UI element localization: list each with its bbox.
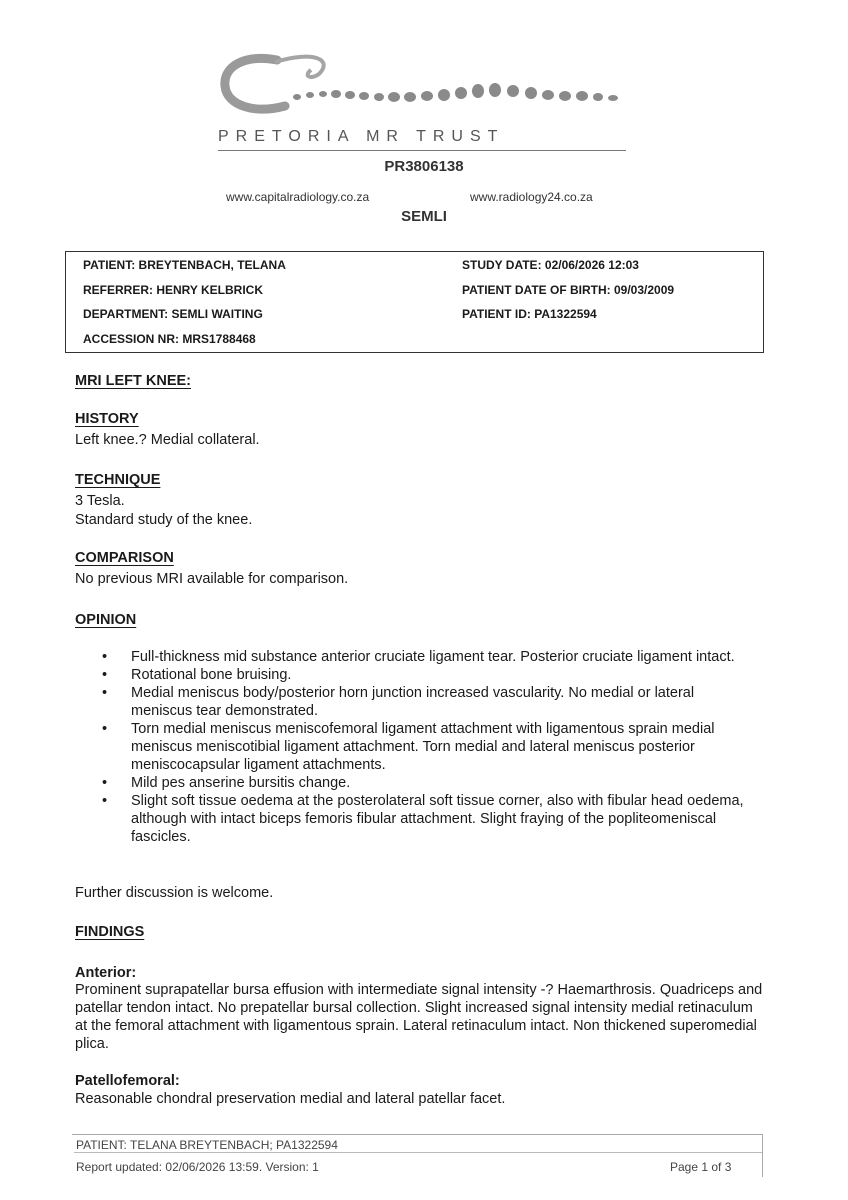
opinion-list: [75, 648, 755, 846]
study-date: STUDY DATE: 02/06/2026 12:03: [462, 258, 639, 272]
department: DEPARTMENT: SEMLI WAITING: [83, 307, 263, 321]
list-item: • Medial meniscus body/posterior horn junction increased vascularity. No medial or lateral meniscus tear demonstrated.: [102, 685, 695, 719]
anterior-text: Prominent suprapatellar bursa effusion with intermediate signal intensity -? Haemarthrosis. Quadriceps and patellar tendon intact. No prepatellar bursal collection. Slight increased signal intensity medial retinaculum at the femoral attachment with ligamentous sprain. Lateral retinaculum intact. Non thickened superomedial plica.: [75, 982, 763, 1052]
page-number: Page 1 of 3: [670, 1160, 732, 1174]
comparison-text: No previous MRI available for comparison.: [75, 571, 349, 587]
footer-updated: Report updated: 02/06/2026 13:59. Version: 1: [76, 1160, 319, 1174]
site-name: SEMLI: [401, 208, 447, 225]
list-item-text: Rotational bone bruising.: [131, 667, 292, 683]
footer-patient: PATIENT: TELANA BREYTENBACH; PA1322594: [76, 1138, 338, 1152]
technique-heading: TECHNIQUE: [75, 472, 161, 488]
list-item-text: Full-thickness mid substance anterior cruciate ligament tear. Posterior cruciate ligament intact.: [131, 649, 735, 665]
anterior-heading: Anterior:: [75, 965, 137, 981]
further-discussion: Further discussion is welcome.: [75, 885, 274, 901]
trust-name: PRETORIA MR TRUST: [218, 128, 505, 145]
report-title: MRI LEFT KNEE:: [75, 373, 191, 389]
patient-id: PATIENT ID: PA1322594: [462, 307, 597, 321]
accession-number: ACCESSION NR: MRS1788468: [83, 332, 256, 346]
pretoria-mr-trust-logo: [215, 50, 635, 122]
findings-heading: FINDINGS: [75, 924, 145, 940]
list-item-text: Medial meniscus body/posterior horn junction increased vascularity. No medial or lateral meniscus tear demonstrated.: [131, 685, 695, 719]
website-link-radiology24[interactable]: www.radiology24.co.za: [470, 190, 593, 204]
technique-line-2: Standard study of the knee.: [75, 512, 253, 528]
patient-name: PATIENT: BREYTENBACH, TELANA: [83, 258, 286, 272]
patellofemoral-text: Reasonable chondral preservation medial and lateral patellar facet.: [75, 1091, 506, 1107]
opinion-heading: OPINION: [75, 612, 137, 628]
history-heading: HISTORY: [75, 411, 139, 427]
footer-divider: [74, 1152, 762, 1153]
reference-code: PR3806138: [384, 158, 464, 175]
list-item-text: Mild pes anserine bursitis change.: [131, 775, 351, 791]
list-item: • Mild pes anserine bursitis change.: [102, 775, 351, 791]
referrer: REFERRER: HENRY KELBRICK: [83, 283, 264, 297]
list-item: • Full-thickness mid substance anterior cruciate ligament tear. Posterior cruciate ligament intact.: [102, 649, 735, 665]
technique-line-1: 3 Tesla.: [75, 493, 125, 509]
list-item-text: Torn medial meniscus meniscofemoral ligament attachment with ligamentous sprain medial meniscus meniscotibial ligament attachment. Torn medial and lateral meniscus posterior meniscocapsular ligament attachments.: [131, 721, 715, 773]
list-item: • Torn medial meniscus meniscofemoral ligament attachment with ligamentous sprain medial meniscus meniscotibial ligament attachment. Torn medial and lateral meniscus posterior meniscocapsular ligament attachments.: [102, 721, 715, 773]
comparison-heading: COMPARISON: [75, 550, 174, 566]
list-item: • Slight soft tissue oedema at the posterolateral soft tissue corner, also with fibular head oedema, although with intact biceps femoris fibular attachment. Slight fraying of the popliteomeniscal fascicles.: [102, 793, 744, 845]
date-of-birth: PATIENT DATE OF BIRTH: 09/03/2009: [462, 283, 675, 297]
website-link-capital[interactable]: www.capitalradiology.co.za: [226, 190, 370, 204]
list-item: • Rotational bone bruising.: [102, 667, 292, 683]
divider: [218, 150, 626, 151]
patellofemoral-heading: Patellofemoral:: [75, 1073, 180, 1089]
history-text: Left knee.? Medial collateral.: [75, 432, 260, 448]
list-item-text: Slight soft tissue oedema at the posterolateral soft tissue corner, also with fibular head oedema, although with intact biceps femoris fibular attachment. Slight fraying of the popliteomeniscal fascicles.: [131, 793, 744, 845]
